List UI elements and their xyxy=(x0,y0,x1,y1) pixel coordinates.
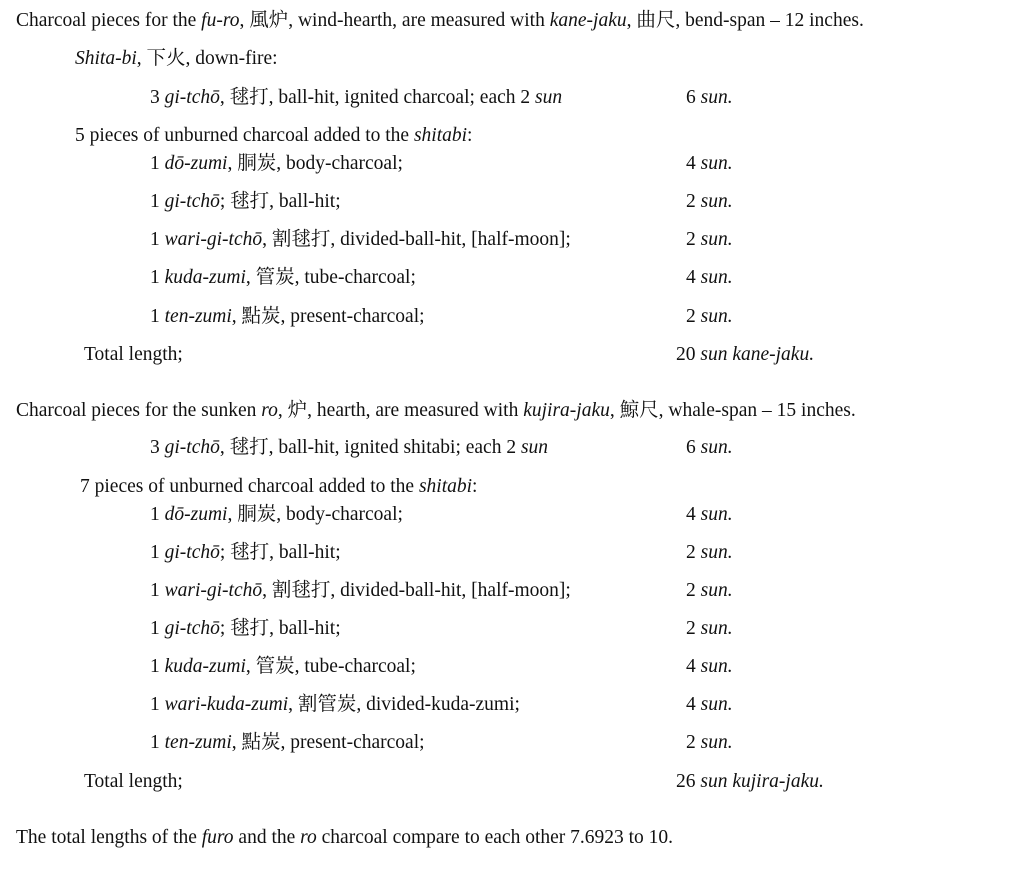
ro-piece-row: 1 wari-gi-tchō, 割毬打, divided-ball-hit, [half-moon]; xyxy=(150,580,571,601)
ro-piece-value: 4 sun. xyxy=(686,656,733,677)
ro-ignited-value: 6 sun. xyxy=(686,437,733,458)
ro-piece-row: 1 ten-zumi, 點炭, present-charcoal; xyxy=(150,732,425,753)
ro-piece-row: 1 dō-zumi, 胴炭, body-charcoal; xyxy=(150,504,403,525)
ro-piece-row: 1 gi-tchō; 毬打, ball-hit; xyxy=(150,542,341,563)
conclusion-paragraph: The total lengths of the furo and the ro charcoal compare to each other 7.6923 to 10. xyxy=(16,827,674,848)
ro-heading: Charcoal pieces for the sunken ro, 炉, hearth, are measured with kujira-jaku, 鯨尺, whale-span – 15 inches. xyxy=(16,400,856,421)
ro-piece-value: 2 sun. xyxy=(686,580,733,601)
furo-piece-row: 1 kuda-zumi, 管炭, tube-charcoal; xyxy=(150,267,416,288)
furo-piece-row: 1 dō-zumi, 胴炭, body-charcoal; xyxy=(150,153,403,174)
furo-piece-value: 4 sun. xyxy=(686,153,733,174)
furo-piece-row: 1 wari-gi-tchō, 割毬打, divided-ball-hit, [half-moon]; xyxy=(150,229,571,250)
furo-piece-value: 2 sun. xyxy=(686,306,733,327)
furo-added-line: 5 pieces of unburned charcoal added to the shitabi: xyxy=(75,125,473,146)
ro-total-value: 26 sun kujira-jaku. xyxy=(676,771,824,792)
furo-piece-value: 2 sun. xyxy=(686,229,733,250)
furo-total-value: 20 sun kane-jaku. xyxy=(676,344,815,365)
ro-added-line: 7 pieces of unburned charcoal added to the shitabi: xyxy=(80,476,478,497)
furo-ignited-line: 3 gi-tchō, 毬打, ball-hit, ignited charcoal; each 2 sun xyxy=(150,87,563,108)
ro-piece-row: 1 kuda-zumi, 管炭, tube-charcoal; xyxy=(150,656,416,677)
ro-piece-value: 4 sun. xyxy=(686,504,733,525)
ro-ignited-line: 3 gi-tchō, 毬打, ball-hit, ignited shitabi; each 2 sun xyxy=(150,437,549,458)
ro-piece-row: 1 wari-kuda-zumi, 割管炭, divided-kuda-zumi; xyxy=(150,694,520,715)
furo-shitabi-subheading: Shita-bi, 下火, down-fire: xyxy=(75,48,278,69)
furo-total-label: Total length; xyxy=(84,344,183,365)
ro-piece-value: 4 sun. xyxy=(686,694,733,715)
furo-heading: Charcoal pieces for the fu-ro, 風炉, wind-hearth, are measured with kane-jaku, 曲尺, bend-span – 12 inches. xyxy=(16,10,864,31)
ro-piece-row: 1 gi-tchō; 毬打, ball-hit; xyxy=(150,618,341,639)
ro-piece-value: 2 sun. xyxy=(686,732,733,753)
furo-piece-value: 2 sun. xyxy=(686,191,733,212)
ro-total-label: Total length; xyxy=(84,771,183,792)
furo-piece-value: 4 sun. xyxy=(686,267,733,288)
furo-piece-row: 1 ten-zumi, 點炭, present-charcoal; xyxy=(150,306,425,327)
ro-piece-value: 2 sun. xyxy=(686,618,733,639)
ro-piece-value: 2 sun. xyxy=(686,542,733,563)
furo-ignited-value: 6 sun. xyxy=(686,87,733,108)
furo-piece-row: 1 gi-tchō; 毬打, ball-hit; xyxy=(150,191,341,212)
